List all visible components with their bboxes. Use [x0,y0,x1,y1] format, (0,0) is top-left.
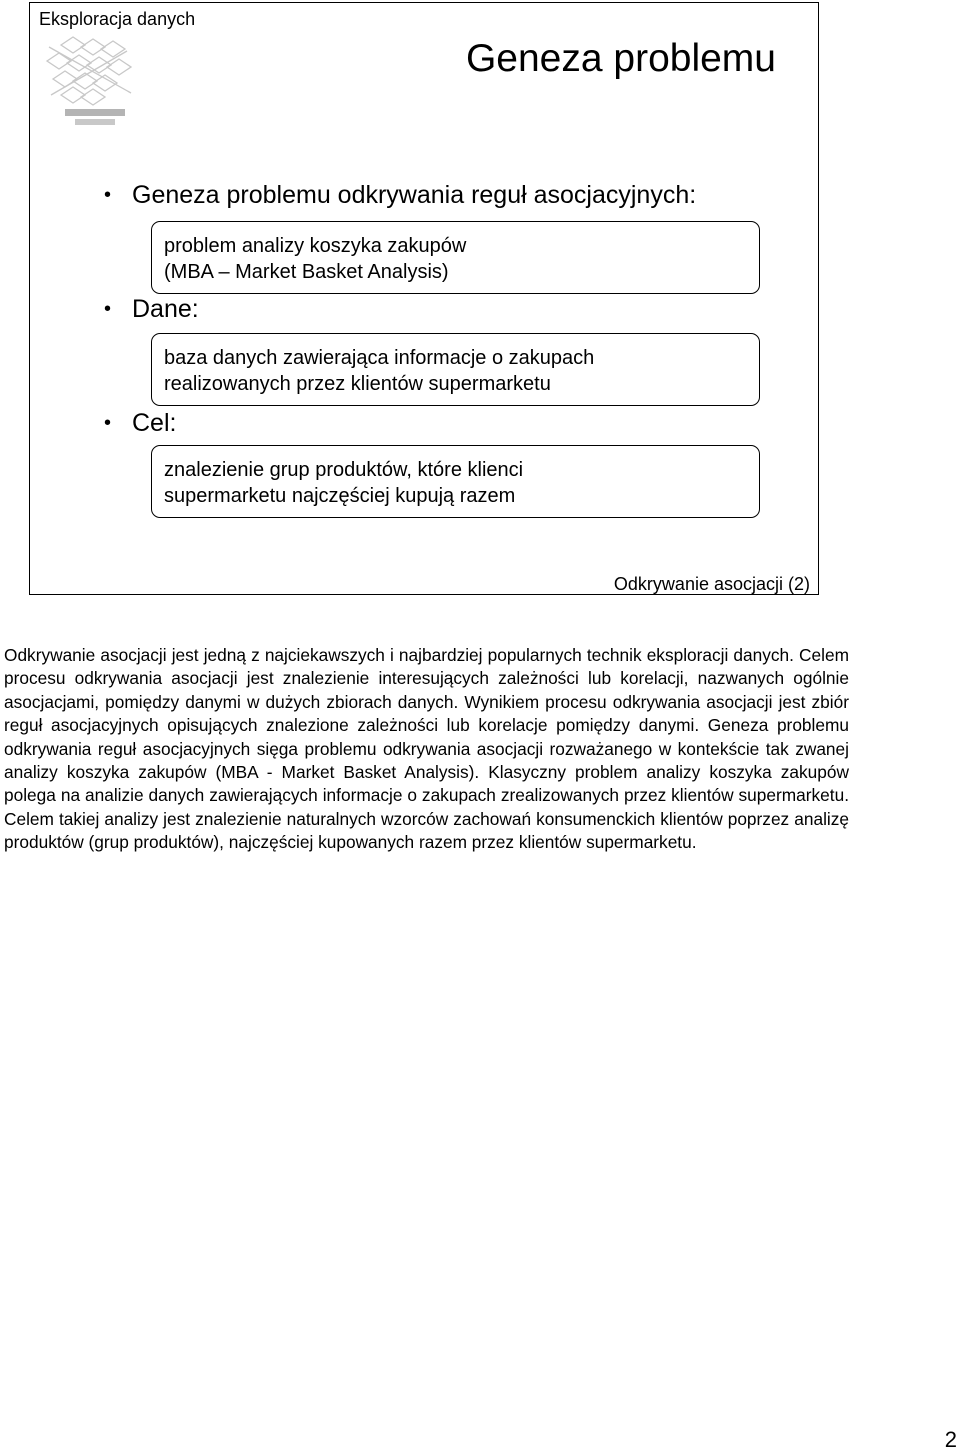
box-line: baza danych zawierająca informacje o zakupach [164,347,595,369]
box-line: supermarketu najczęściej kupują razem [164,485,516,507]
bullet-label: Dane: [132,295,199,323]
box-line: problem analizy koszyka zakupów [164,235,467,257]
box-line: (MBA – Market Basket Analysis) [164,261,449,283]
page-number: 2 [944,1427,957,1452]
bullet-goal [104,409,176,438]
box-line: znalezienie grup produktów, które klienci [164,459,524,481]
bullet-dot-icon: • [104,412,112,434]
notes-paragraph: Odkrywanie asocjacji jest jedną z najciekawszych i najbardziej popularnych technik eksploracji danych. Celem procesu odkrywania asocjacji jest znalezienie interesujących zależności lub korelacji, nazwanych ogólnie asocjacjami, pomiędzy danymi w dużych zbiorach danych. Wynikiem procesu odkrywania asocjacji jest zbiór reguł asocjacyjnych opisujących znalezione zależności lub korelacje pomiędzy danymi. Geneza problemu odkrywania reguł asocjacyjnych sięga problemu odkrywania asocjacji rozważanego w kontekście tak zwanej analizy koszyka zakupów (MBA - Market Basket Analysis). Klasyczny problem analizy koszyka zakupów polega na analizie danych zawierających informacje o zakupach zrealizowanych przez klientów supermarketu. Celem takiej analizy jest znalezienie naturalnych wzorców zachowań konsumenckich klientów poprzez analizę produktów (grup produktów), najczęściej kupowanych razem przez klientów supermarketu. [4,645,849,853]
bullet-label: Cel: [132,409,177,437]
bullet-dot-icon: • [104,298,112,320]
bullet-label: Geneza problemu odkrywania reguł asocjacyjnych: [132,181,697,209]
slide-footer: Odkrywanie asocjacji (2) [613,574,810,594]
box-problem [151,221,760,294]
bullet-dot-icon: • [104,184,112,206]
bullet-data [104,295,199,324]
course-title: Eksploracja danych [39,9,196,29]
box-line: realizowanych przez klientów supermarketu [164,373,551,395]
slide-title: Geneza problemu [465,37,776,80]
slide-frame [29,2,819,595]
university-logo [41,35,161,131]
bullet-genesis [104,181,696,210]
box-data [151,333,760,406]
box-goal [151,445,760,518]
